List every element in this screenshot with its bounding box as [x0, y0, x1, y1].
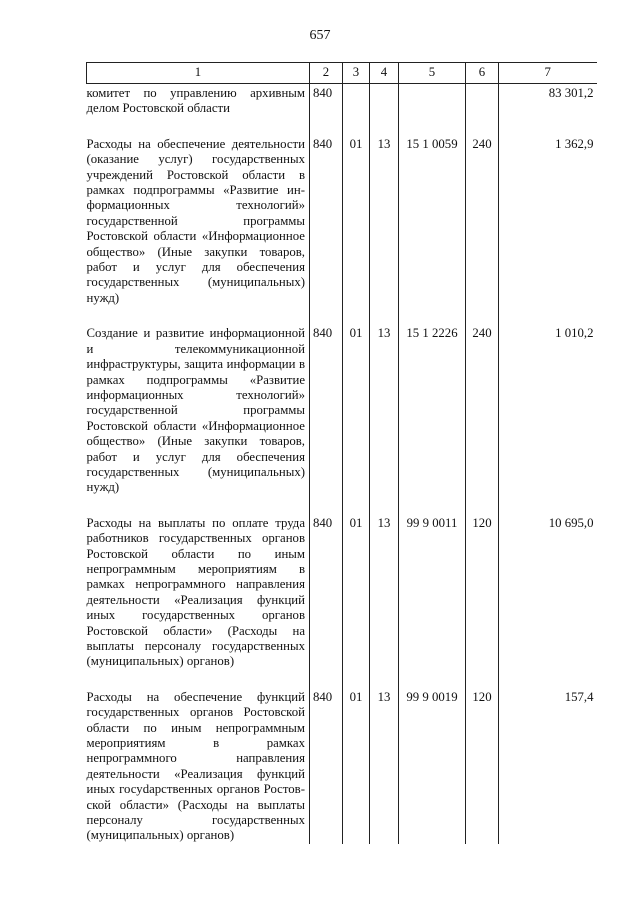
header-col-2: 2 — [310, 63, 343, 84]
row-expense-type: 240 — [466, 137, 499, 326]
row-expense-type — [466, 84, 499, 137]
table-row — [87, 326, 597, 515]
row-section: 01 — [343, 516, 370, 690]
row-ministry-code: 840 — [310, 84, 343, 137]
table-row — [87, 137, 597, 326]
table-row — [87, 84, 597, 137]
row-target-article: 15 1 0059 — [399, 137, 466, 326]
row-ministry-code: 840 — [310, 516, 343, 690]
row-ministry-code: 840 — [310, 326, 343, 515]
row-expense-type: 240 — [466, 326, 499, 515]
row-target-article: 99 9 0011 — [399, 516, 466, 690]
header-col-7: 7 — [499, 63, 597, 84]
row-target-article: 99 9 0019 — [399, 690, 466, 844]
row-description: Расходы на выплаты по оплате труда работников государственных органов Ростовской области по иным непрограммным мероприятиям в рамках непрограммного направления деятельности «Реализация функций иных государственных органов Ростовской области» (Расходы на выплаты персоналу государственных (муниципальных) органов) — [86, 515, 305, 669]
header-col-3: 3 — [343, 63, 370, 84]
table-row — [87, 516, 597, 690]
header-col-1: 1 — [87, 63, 310, 84]
row-subsection: 13 — [370, 690, 399, 844]
row-description: комитет по управлению архивным делом Ростовской области — [86, 86, 305, 116]
row-expense-type: 120 — [466, 516, 499, 690]
row-subsection — [370, 84, 399, 137]
header-col-5: 5 — [399, 63, 466, 84]
row-description: Расходы на обеспечение деятельности (оказание услуг) государственных учреждений Ростовской области в рамках подпрограммы «Развитие информационных технологий» государственной программы Ростовской области «Информационное общество» (Иные закупки товаров, работ и услуг для обеспечения государственных (муниципальных) нужд) — [86, 136, 305, 305]
row-target-article: 15 1 2226 — [399, 326, 466, 515]
row-description: Создание и развитие информационной и телекоммуникационной инфраструктуры, защита информации в рамках подпрограммы «Развитие информационных технологий» государственной программы Ростовской области «Информационное общество» (Иные закупки товаров, работ и услуг для обеспечения государственных (муниципальных) нужд) — [86, 326, 305, 495]
table-row — [87, 690, 597, 844]
row-target-article — [399, 84, 466, 137]
table-header-row — [87, 63, 597, 84]
row-ministry-code: 840 — [310, 137, 343, 326]
row-subsection: 13 — [370, 137, 399, 326]
row-expense-type: 120 — [466, 690, 499, 844]
row-amount: 1 362,9 — [499, 137, 597, 326]
row-subsection: 13 — [370, 516, 399, 690]
row-ministry-code: 840 — [310, 690, 343, 844]
row-amount: 157,4 — [499, 690, 597, 844]
header-col-6: 6 — [466, 63, 499, 84]
row-section — [343, 84, 370, 137]
row-subsection: 13 — [370, 326, 399, 515]
row-amount: 10 695,0 — [499, 516, 597, 690]
row-section: 01 — [343, 690, 370, 844]
header-col-4: 4 — [370, 63, 399, 84]
row-section: 01 — [343, 137, 370, 326]
row-description: Расходы на обеспечение функций государственных органов Ростовской области по иным непрограммным мероприятиям в рамках непрограммного направления деятельности «Реализация функций иных госуdарственных органов Ростовской области» (Расходы на выплаты персоналу государственных (муниципальных) органов) — [86, 689, 305, 843]
row-amount: 83 301,2 — [499, 84, 597, 137]
row-section: 01 — [343, 326, 370, 515]
page-number: 657 — [309, 28, 331, 43]
row-amount: 1 010,2 — [499, 326, 597, 515]
budget-table — [86, 62, 597, 844]
